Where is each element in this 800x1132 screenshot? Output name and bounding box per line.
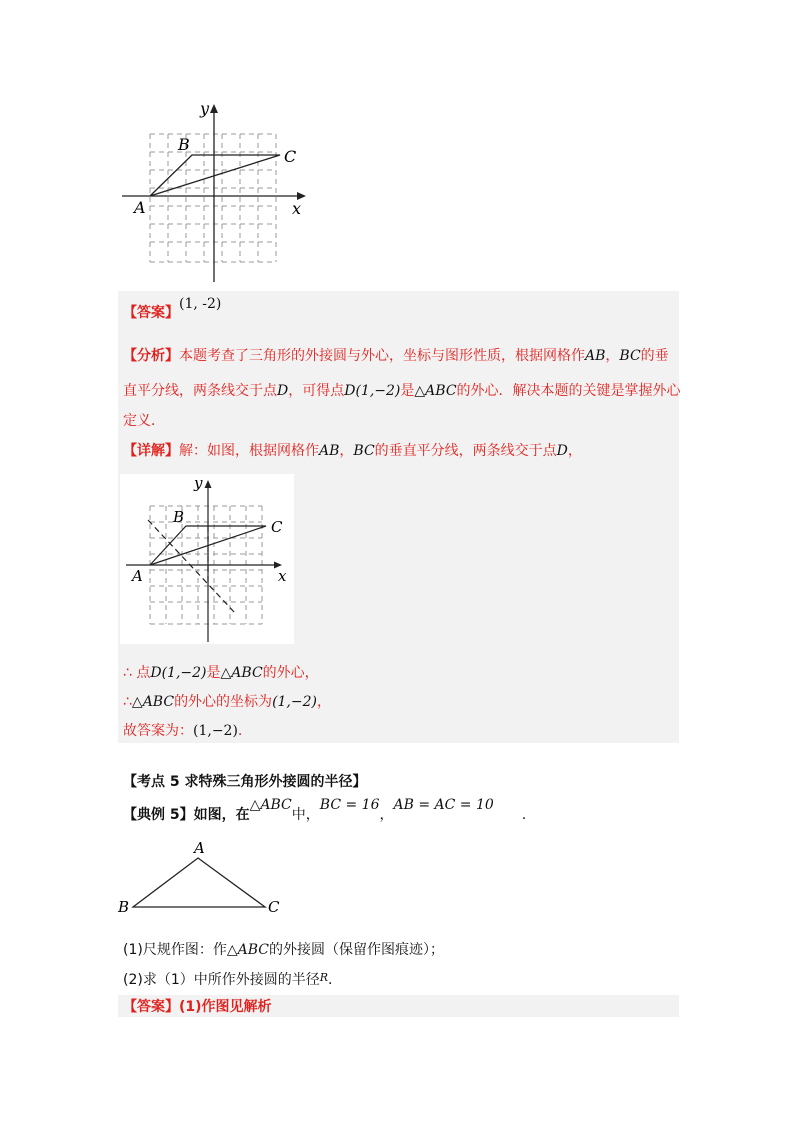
label-y: y	[194, 474, 203, 492]
label-b: B	[178, 135, 190, 154]
detail-tag: 【详解】	[123, 443, 179, 459]
figure-2-coordinate-grid	[120, 474, 294, 644]
y-axis-arrow	[205, 480, 212, 488]
label-c: C	[268, 898, 280, 916]
analysis-line-1: 【分析】本题考查了三角形的外接圆与外心，坐标与图形性质，根据网格作AB，BC的垂	[123, 348, 669, 364]
example-5-line: 【典例 5】如图，在△ABC中，BC = 16，AB = AC = 10.	[123, 797, 527, 823]
section-5-title: 【考点 5 求特殊三角形外接圆的半径】	[123, 774, 367, 790]
label-a: A	[132, 567, 143, 585]
triangle-abc	[150, 155, 280, 196]
question-2: (2)求（1）中所作外接圆的半径$^R$.	[123, 971, 333, 988]
answer-5-tag: 【答案】	[123, 999, 179, 1015]
label-b: B	[173, 508, 185, 526]
detail-line-1: 【详解】解：如图，根据网格作AB，BC的垂直平分线，两条线交于点D，	[123, 443, 582, 459]
answer-5-value: (1)作图见解析	[179, 999, 272, 1015]
label-a: A	[194, 839, 205, 857]
perpendicular-bisector-ab	[148, 520, 236, 614]
figure-1-coordinate-grid	[118, 96, 318, 286]
analysis-line-3: 定义．	[123, 413, 165, 429]
figure-3-triangle	[114, 838, 294, 918]
analysis-line-2: 直平分线，两条线交于点D，可得点D(1,−2)是△ABC的外心．解决本题的关键是掌握外心	[123, 383, 681, 399]
conclusion-line-1: ∴ 点D(1,−2)是△ABC的外心，	[123, 665, 319, 681]
triangle-abc	[133, 858, 265, 907]
label-x: x	[292, 199, 302, 218]
answer-5-line	[123, 997, 272, 1017]
answer-tag: 【答案】	[123, 305, 179, 321]
answer-line	[123, 296, 222, 323]
analysis-tag: 【分析】	[123, 348, 179, 364]
grid-lines	[150, 134, 276, 262]
answer-value: (1, -2)	[179, 296, 222, 312]
question-1: (1)尺规作图：作△ABC的外接圆（保留作图痕迹）；	[123, 942, 444, 958]
label-a: A	[134, 198, 146, 217]
label-y: y	[200, 99, 210, 118]
label-x: x	[278, 567, 287, 585]
conclusion-line-3: 故答案为：(1,−2).	[123, 723, 243, 739]
label-b: B	[118, 898, 130, 916]
conclusion-line-2: ∴△ABC的外心的坐标为(1,−2)，	[123, 694, 331, 710]
label-c: C	[271, 518, 283, 536]
y-axis-arrow	[210, 104, 218, 113]
label-c: C	[284, 147, 297, 166]
